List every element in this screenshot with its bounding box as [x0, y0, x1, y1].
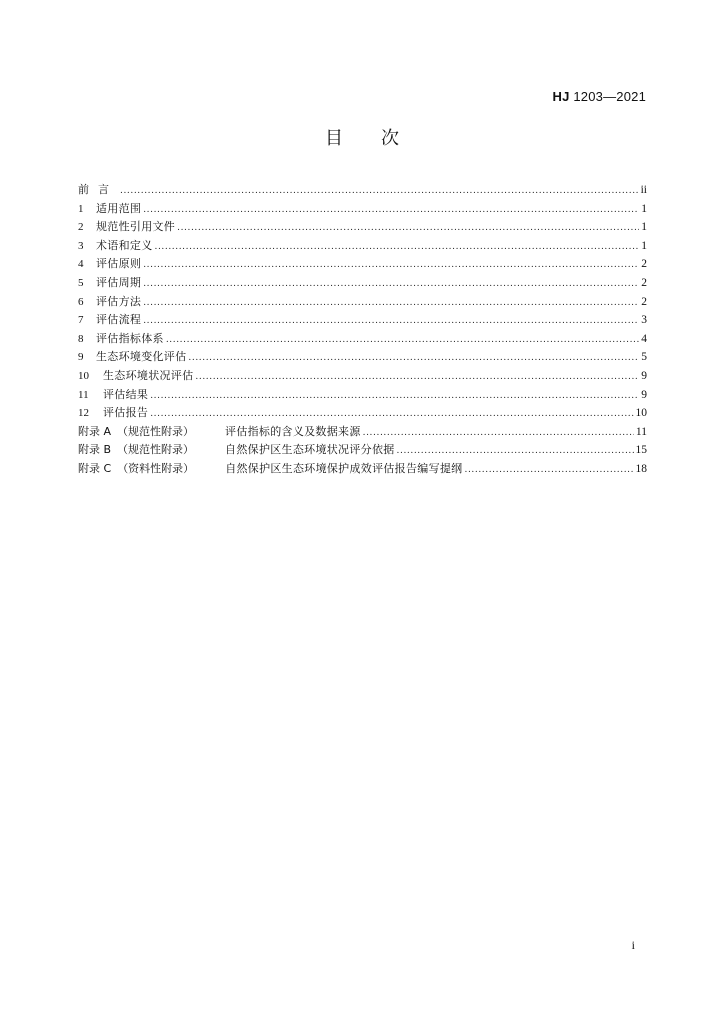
toc-leader-dots	[195, 368, 639, 387]
toc-entry-page: 1	[641, 202, 647, 215]
toc-entry-label: 评估结果	[103, 387, 149, 401]
toc-entry-10[interactable]	[78, 367, 647, 386]
toc-entry-5[interactable]	[78, 274, 647, 293]
toc-entry-4[interactable]	[78, 255, 647, 274]
toc-leader-dots	[143, 275, 639, 294]
toc-entry-9[interactable]	[78, 348, 647, 367]
page-title-char-2: 次	[381, 128, 399, 149]
appendix-name: 附录 B	[78, 443, 112, 457]
toc-entry-label: 评估指标体系	[96, 331, 164, 345]
toc-entry-page: 3	[641, 314, 647, 327]
toc-entry-page: 1	[641, 221, 647, 234]
toc-entry-label: 评估原则	[96, 257, 142, 271]
toc-entry-appendix-c[interactable]	[78, 460, 647, 479]
appendix-type: （规范性附录）	[117, 443, 195, 457]
toc-entry-page: 11	[635, 425, 647, 438]
toc-leader-dots	[397, 442, 634, 461]
toc-entry-label: 生态环境状况评估	[103, 368, 194, 382]
toc-leader-dots	[120, 182, 639, 201]
toc-entry-label: 规范性引用文件	[96, 220, 176, 234]
toc-entry-12[interactable]	[78, 404, 647, 423]
toc-entry-number: 4	[78, 258, 84, 271]
toc-leader-dots	[155, 238, 640, 257]
standard-code-number: 1203—2021	[569, 89, 646, 104]
toc-entry-page: 2	[641, 295, 647, 308]
toc-leader-dots	[150, 405, 633, 424]
toc-entry-number: 10	[78, 369, 89, 382]
toc-entry-number: 11	[78, 388, 89, 401]
toc-entry-label: 评估流程	[96, 313, 142, 327]
toc-leader-dots	[166, 331, 639, 350]
toc-entry-11[interactable]	[78, 386, 647, 405]
toc-entry-number: 2	[78, 221, 84, 234]
toc-leader-dots	[188, 349, 639, 368]
toc-entry-2[interactable]	[78, 218, 647, 237]
toc-entry-3[interactable]	[78, 237, 647, 256]
toc-entry-label: 评估报告	[103, 406, 149, 420]
toc-entry-page: 4	[641, 332, 647, 345]
toc-leader-dots	[143, 312, 639, 331]
standard-code-prefix: HJ	[552, 89, 570, 104]
toc-entry-preface[interactable]	[78, 181, 647, 200]
toc-entry-label: 评估指标的含义及数据来源	[225, 424, 361, 438]
toc-entry-page: 15	[635, 444, 647, 457]
toc-entry-label: 适用范围	[96, 201, 142, 215]
toc-entry-8[interactable]	[78, 330, 647, 349]
toc-entry-appendix-a[interactable]	[78, 423, 647, 442]
toc-entry-page: ii	[640, 184, 647, 196]
toc-entry-label: 生态环境变化评估	[96, 350, 187, 364]
toc-leader-dots	[150, 387, 639, 406]
toc-leader-dots	[363, 424, 634, 443]
toc-entry-number: 3	[78, 239, 84, 252]
toc-entry-6[interactable]	[78, 293, 647, 312]
toc-leader-dots	[143, 294, 639, 313]
toc-entry-page: 9	[641, 388, 647, 401]
table-of-contents	[78, 181, 647, 479]
toc-leader-dots	[143, 201, 639, 220]
toc-entry-page: 1	[641, 239, 647, 252]
toc-entry-page: 5	[641, 351, 647, 364]
toc-entry-label: 自然保护区生态环境状况评分依据	[225, 443, 395, 457]
toc-entry-label: 前言	[78, 183, 118, 196]
toc-entry-7[interactable]	[78, 311, 647, 330]
page-number: i	[631, 938, 635, 952]
appendix-type: （资料性附录）	[117, 461, 195, 475]
toc-entry-page: 2	[641, 258, 647, 271]
toc-entry-appendix-b[interactable]	[78, 441, 647, 460]
toc-entry-number: 12	[78, 407, 89, 420]
toc-leader-dots	[177, 219, 639, 238]
toc-leader-dots	[465, 461, 634, 480]
toc-leader-dots	[143, 256, 639, 275]
toc-entry-page: 18	[635, 462, 647, 475]
appendix-name: 附录 C	[78, 461, 112, 475]
toc-entry-number: 6	[78, 295, 84, 308]
page-title	[0, 124, 724, 150]
toc-entry-1[interactable]	[78, 200, 647, 219]
toc-entry-page: 2	[641, 276, 647, 289]
appendix-type: （规范性附录）	[117, 424, 195, 438]
toc-entry-number: 8	[78, 332, 84, 345]
toc-entry-label: 评估周期	[96, 275, 142, 289]
standard-code	[553, 89, 646, 104]
toc-entry-label: 评估方法	[96, 294, 142, 308]
toc-entry-page: 9	[641, 369, 647, 382]
toc-entry-label: 自然保护区生态环境保护成效评估报告编写提纲	[225, 461, 463, 475]
appendix-name: 附录 A	[78, 424, 112, 438]
toc-entry-number: 5	[78, 276, 84, 289]
toc-entry-label: 术语和定义	[96, 238, 153, 252]
toc-entry-number: 7	[78, 314, 84, 327]
toc-entry-number: 1	[78, 202, 84, 215]
page-title-char-1: 目	[325, 128, 343, 149]
toc-entry-number: 9	[78, 351, 84, 364]
toc-entry-page: 10	[635, 407, 647, 420]
